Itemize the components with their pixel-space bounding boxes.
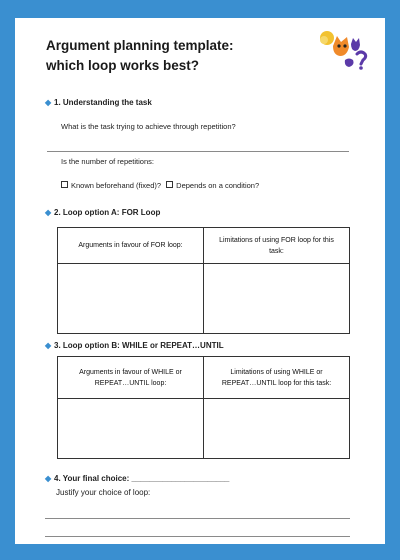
section-1-heading-text: 1. Understanding the task — [54, 98, 152, 107]
checkbox-fixed[interactable] — [61, 181, 68, 188]
cat-mascot-logo — [315, 24, 373, 70]
justify-line-1[interactable] — [45, 518, 350, 519]
diamond-bullet-icon: ◆ — [45, 98, 52, 107]
title-line-1: Argument planning template: — [46, 38, 234, 53]
for-limitations-header: Limitations of using FOR loop for this task: — [204, 228, 350, 264]
worksheet-title — [46, 36, 234, 76]
task-question: What is the task trying to achieve through repetition? — [61, 122, 236, 131]
option-condition-label: Depends on a condition? — [176, 181, 260, 190]
section-4-heading — [45, 474, 229, 483]
title-line-2: which loop works best? — [46, 58, 200, 73]
section-3-heading — [45, 341, 224, 350]
justify-label: Justify your choice of loop: — [56, 488, 151, 497]
for-arguments-header: Arguments in favour of FOR loop: — [58, 228, 204, 264]
while-loop-table — [57, 356, 350, 459]
section-2-heading-text: 2. Loop option A: FOR Loop — [54, 208, 161, 217]
repetitions-options — [61, 181, 259, 190]
repetitions-label: Is the number of repetitions: — [61, 157, 154, 166]
justify-line-2[interactable] — [45, 536, 350, 537]
diamond-bullet-icon: ◆ — [45, 208, 52, 217]
section-3-heading-text: 3. Loop option B: WHILE or REPEAT…UNTIL — [54, 341, 224, 350]
worksheet-page — [15, 18, 385, 544]
while-limitations-header: Limitations of using WHILE or REPEAT…UNTIL loop for this task: — [204, 357, 350, 399]
option-fixed-label: Known beforehand (fixed)? — [71, 181, 162, 190]
checkbox-condition[interactable] — [166, 181, 173, 188]
diamond-bullet-icon: ◆ — [45, 474, 52, 483]
while-limitations-cell[interactable] — [204, 399, 350, 459]
while-arguments-header: Arguments in favour of WHILE or REPEAT…UNTIL loop: — [58, 357, 204, 399]
section-2-heading — [45, 208, 160, 217]
for-limitations-cell[interactable] — [204, 264, 350, 334]
answer-line — [47, 151, 349, 152]
for-arguments-cell[interactable] — [58, 264, 204, 334]
diamond-bullet-icon: ◆ — [45, 341, 52, 350]
for-loop-table — [57, 227, 350, 334]
while-arguments-cell[interactable] — [58, 399, 204, 459]
final-choice-text: 4. Your final choice: ______________________ — [54, 474, 230, 483]
section-1-heading — [45, 98, 152, 107]
